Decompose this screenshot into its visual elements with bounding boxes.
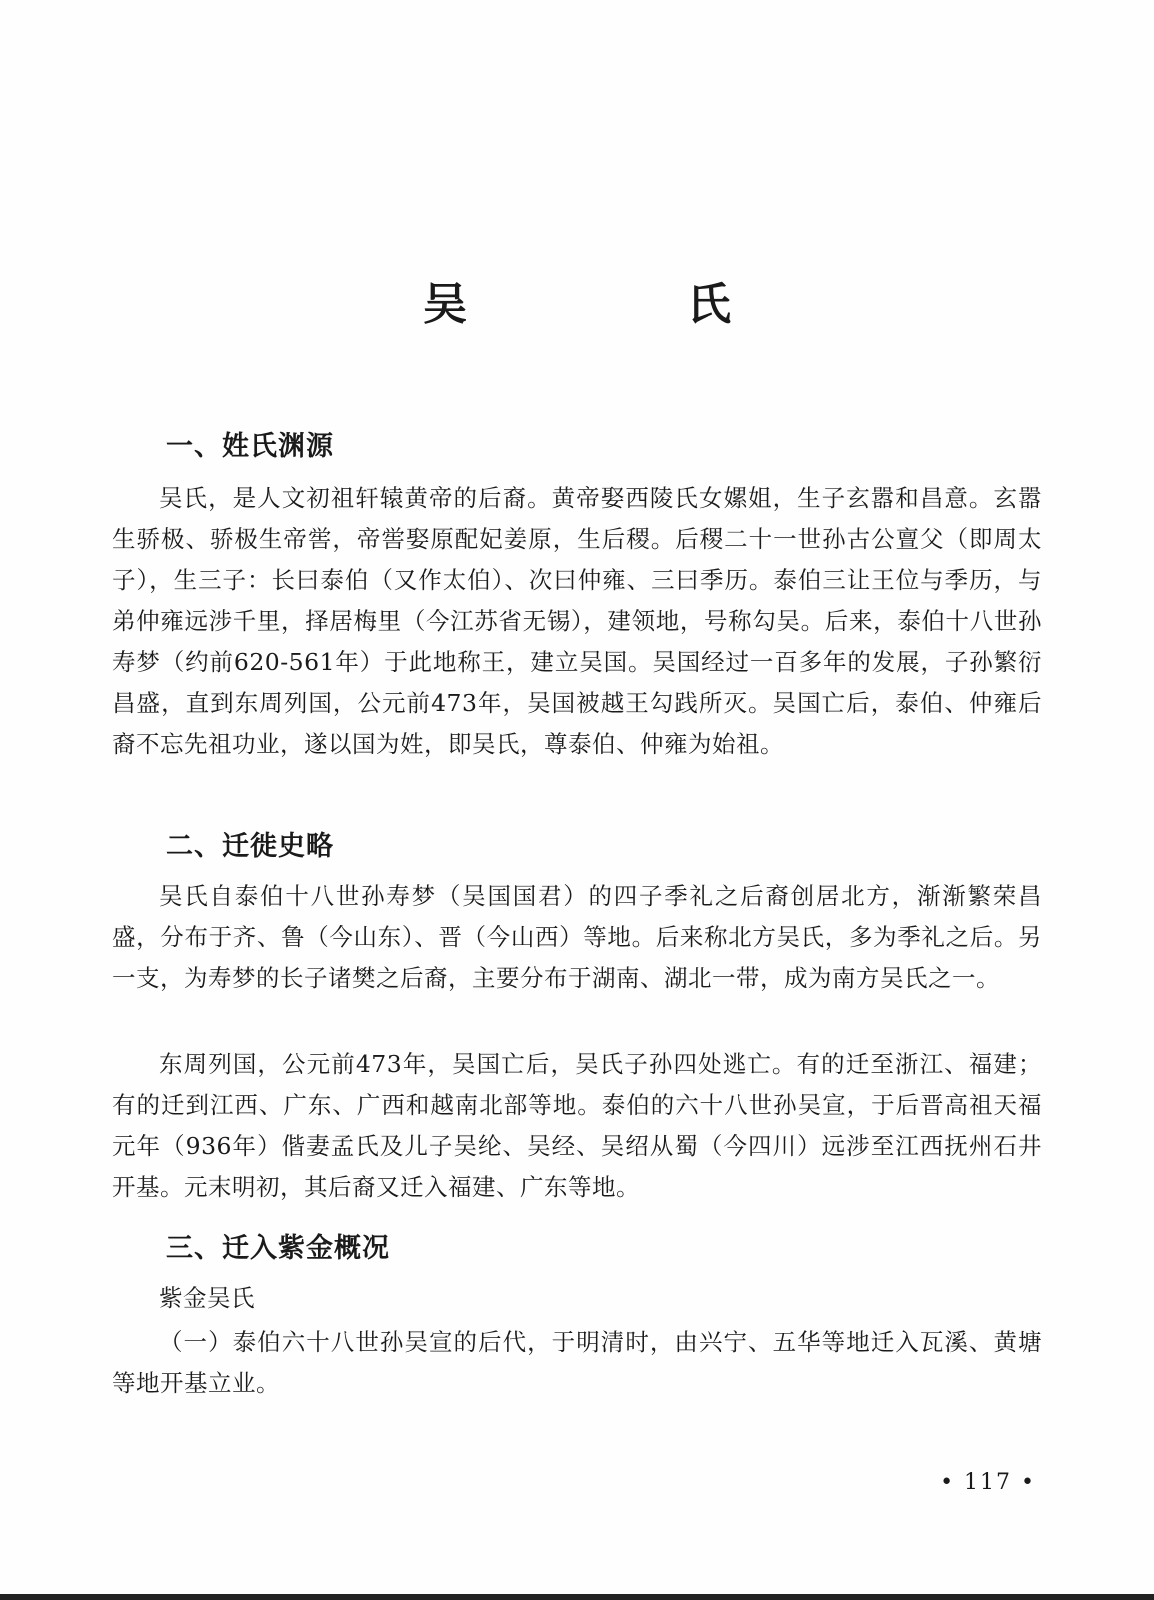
- paragraph-zijin-1: （一）泰伯六十八世孙吴宣的后代，于明清时，由兴宁、五华等地迁入瓦溪、黄塘等地开基立业。: [112, 1328, 1042, 1397]
- paragraph-migration-2: 东周列国，公元前473年，吴国亡后，吴氏子孙四处逃亡。有的迁至浙江、福建；有的迁到江西、广东、广西和越南北部等地。泰伯的六十八世孙吴宣，于后晋高祖天福元年（936年）偕妻孟氏及儿子吴纶、吴经、吴绍从蜀（今四川）远涉至江西抚州石井开基。元末明初，其后裔又迁入福建、广东等地。: [112, 1050, 1042, 1201]
- scan-edge: [0, 1594, 1154, 1600]
- section-heading-migration: 二、迁徙史略: [166, 831, 334, 862]
- section-heading-origin: 一、姓氏渊源: [166, 431, 334, 462]
- paragraph-origin: 吴氏，是人文初祖轩辕黄帝的后裔。黄帝娶西陵氏女嫘姐，生子玄嚣和昌意。玄嚣生骄极、骄极生帝喾，帝喾娶原配妃姜原，生后稷。后稷二十一世孙古公亶父（即周太子），生三子：长曰泰伯（又作太伯）、次曰仲雍、三曰季历。泰伯三让王位与季历，与弟仲雍远涉千里，择居梅里（今江苏省无锡），建领地，号称勾吴。后来，泰伯十八世孙寿梦（约前620-561年）于此地称王，建立吴国。吴国经过一百多年的发展，子孙繁衍昌盛，直到东周列国，公元前473年，吴国被越王勾践所灭。吴国亡后，泰伯、仲雍后裔不忘先祖功业，遂以国为姓，即吴氏，尊泰伯、仲雍为始祖。: [112, 484, 1042, 758]
- page-number: • 117 •: [940, 1470, 1036, 1495]
- paragraph-migration-1: 吴氏自泰伯十八世孙寿梦（吴国国君）的四子季礼之后裔创居北方，渐渐繁荣昌盛，分布于齐、鲁（今山东）、晋（今山西）等地。后来称北方吴氏，多为季礼之后。另一支，为寿梦的长子诸樊之后裔，主要分布于湖南、湖北一带，成为南方吴氏之一。: [112, 882, 1042, 992]
- section-heading-zijin: 三、迁入紫金概况: [166, 1233, 390, 1264]
- page-title: 吴 氏: [423, 279, 819, 330]
- paragraph-zijin-subtitle: 紫金吴氏: [159, 1284, 255, 1312]
